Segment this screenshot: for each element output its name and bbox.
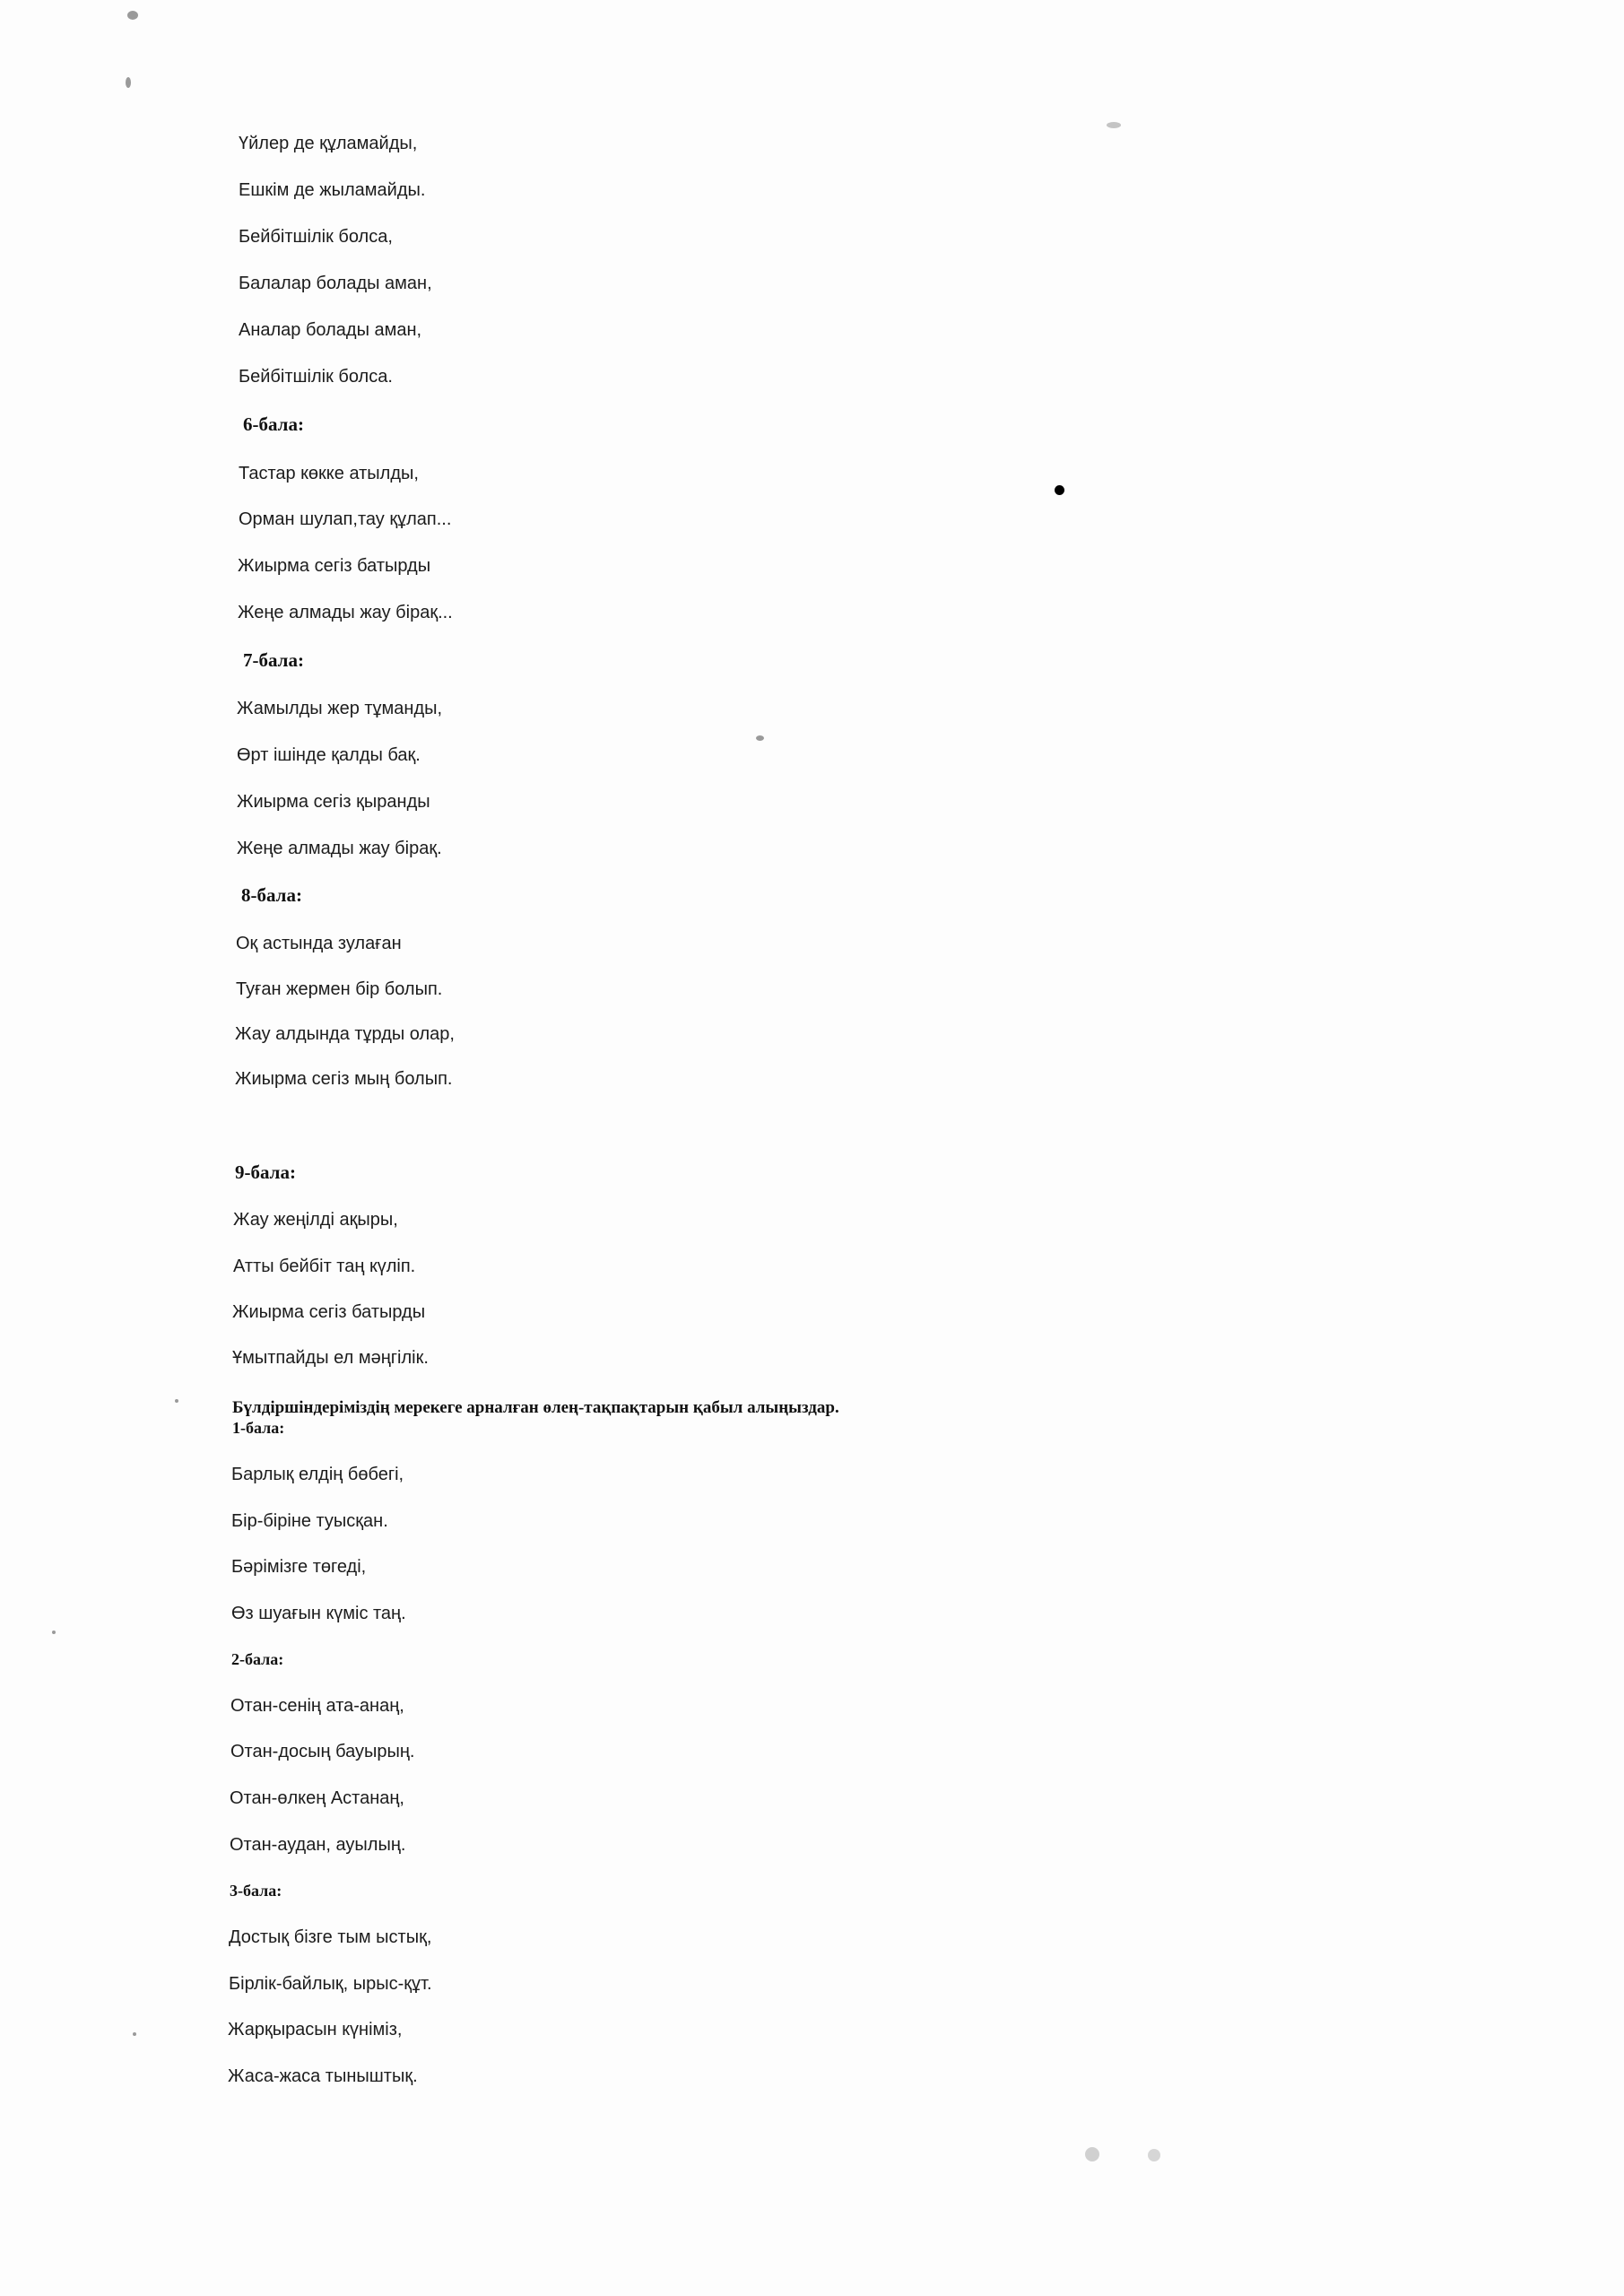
- poem-line: Жиырма сегіз батырды: [238, 556, 431, 576]
- poem-line: Жеңе алмады жау бірақ...: [238, 603, 453, 622]
- poem-line: Барлық елдің бөбегі,: [231, 1465, 404, 1484]
- poem-line: Ұмытпайды ел мәңгілік.: [232, 1348, 429, 1368]
- poem-line: Бейбітшілік болса.: [239, 367, 393, 387]
- poem-line: Аналар болады аман,: [239, 320, 422, 340]
- scan-speck: [133, 2032, 136, 2036]
- child-1-heading: 1-бала:: [232, 1419, 285, 1437]
- poem-line: Жамылды жер тұманды,: [237, 699, 443, 718]
- child-9-heading: 9-бала:: [235, 1161, 296, 1183]
- child-6-heading: 6-бала:: [243, 413, 304, 435]
- poem-line: Достық бізге тым ыстық,: [229, 1927, 432, 1947]
- poem-line: Өз шуағын күміс таң.: [231, 1604, 406, 1623]
- poem-line: Жиырма сегіз қыранды: [237, 792, 430, 812]
- child-8-heading: 8-бала:: [241, 884, 302, 906]
- poem-line: Бір-біріне туысқан.: [231, 1511, 388, 1531]
- poem-line: Үйлер де құламайды,: [239, 134, 418, 153]
- poem-line: Ешкім де жыламайды.: [239, 180, 426, 200]
- poem-line: Жау жеңілді ақыры,: [233, 1210, 398, 1230]
- scan-speck: [1107, 122, 1121, 128]
- poem-line: Отан-досың бауырың.: [230, 1742, 415, 1761]
- child-3-heading: 3-бала:: [230, 1882, 282, 1900]
- scan-speck: [52, 1631, 56, 1634]
- poem-line: Бәрімізге төгеді,: [231, 1557, 367, 1577]
- scan-speck: [1085, 2147, 1099, 2161]
- scan-speck: [175, 1399, 178, 1403]
- poem-line: Отан-аудан, ауылың.: [230, 1835, 406, 1855]
- poem-line: Тастар көкке атылды,: [239, 464, 419, 483]
- scan-speck: [126, 77, 131, 88]
- poem-line: Орман шулап,тау құлап...: [239, 509, 452, 529]
- poem-line: Балалар болады аман,: [239, 274, 432, 293]
- scan-speck: [1148, 2149, 1160, 2161]
- poem-line: Жарқырасын күніміз,: [228, 2020, 403, 2039]
- poem-line: Жеңе алмады жау бірақ.: [237, 839, 442, 858]
- child-2-heading: 2-бала:: [231, 1650, 284, 1668]
- scan-speck: [756, 735, 764, 741]
- poem-line: Жиырма сегіз мың болып.: [235, 1069, 453, 1089]
- poem-line: Отан-сенің ата-анаң,: [230, 1696, 404, 1716]
- poem-line: Өрт ішінде қалды бақ.: [237, 745, 421, 765]
- poem-line: Отан-өлкең Астанаң,: [230, 1788, 404, 1808]
- poem-line: Туған жермен бір болып.: [236, 979, 443, 999]
- poem-line: Оқ астында зулаған: [236, 934, 402, 953]
- scan-speck: [127, 11, 138, 20]
- poem-line: Бірлік-байлық, ырыс-құт.: [229, 1974, 432, 1994]
- ink-dot: [1055, 485, 1064, 495]
- poem-line: Жау алдында тұрды олар,: [235, 1024, 455, 1044]
- child-7-heading: 7-бала:: [243, 649, 304, 671]
- poem-line: Жиырма сегіз батырды: [232, 1302, 426, 1322]
- poem-line: Атты бейбіт таң күліп.: [233, 1257, 416, 1276]
- intro-note: Бүлдіршіндеріміздің мерекеге арналған өлең-тақпақтарын қабыл алыңыздар.: [232, 1398, 839, 1417]
- poem-line: Жаса-жаса тыныштық.: [228, 2066, 418, 2086]
- poem-line: Бейбітшілік болса,: [239, 227, 393, 247]
